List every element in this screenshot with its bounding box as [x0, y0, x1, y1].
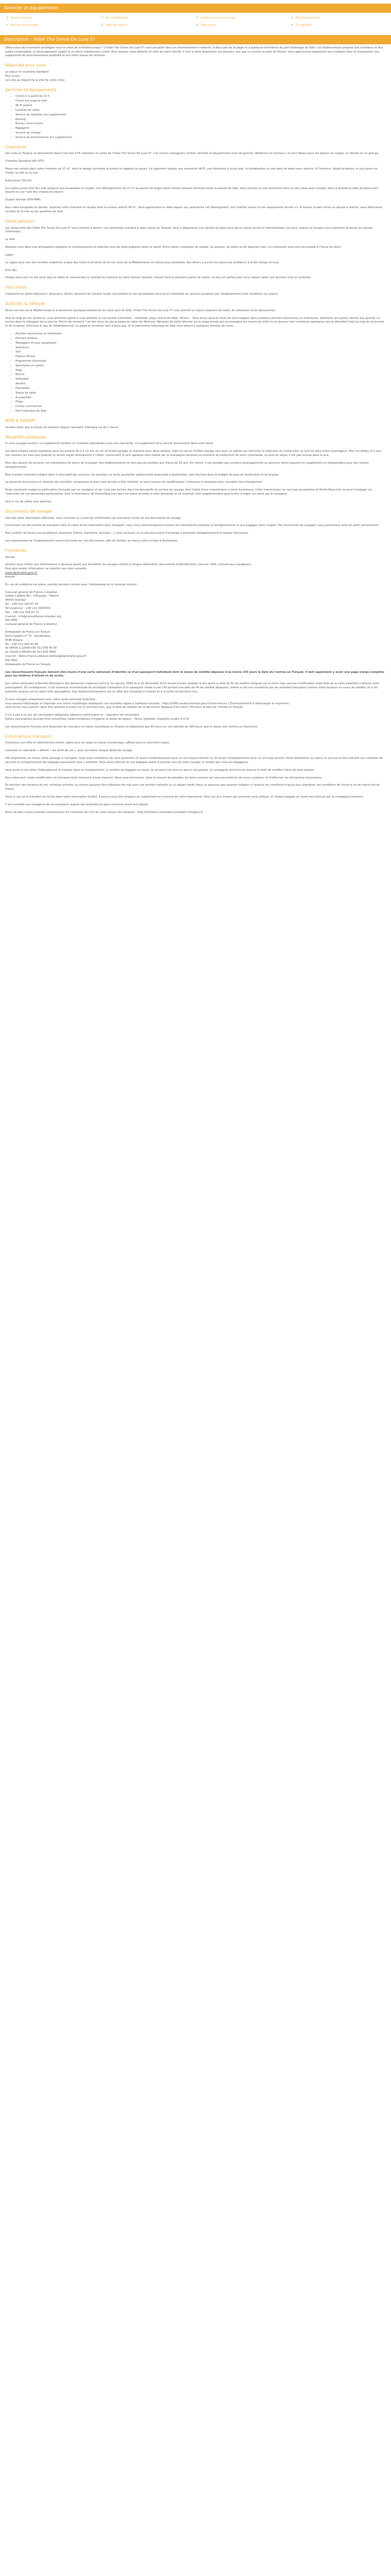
- transport-paragraph: Afin d'optimiser au mieux votre passage à l'aéroport, nous vous conseillons de vous présenter 2h avant l'embarquement pour un vol moyen-courrier ou 3h avant l'embarquement pour un vol long-courrier. Votre destination sur place ne sera qu'à titre indicatif. Les contrôles de sécurité et enregistrement des bagages pourraient vous y attendre. Vous serez informé de vos bagages avant le premier jour de votre voyage, et autant que vous les dégagerez.: [5, 757, 383, 764]
- transport-paragraph: Consulter le calendrier « affiché » les tarifs de vol », pour connaître chaque détail du voyage.: [5, 749, 133, 753]
- services-header: Services et équipements: [0, 4, 391, 13]
- section-title-services: Services et équipements: [5, 87, 57, 92]
- room-text: Posez vos valises dans votre chambre de 27 m², dont le design contraste la pureté et rappelle la nature. Ce logement intègre une connexion Wi-Fi, une télévision à écran plat, la climatisation et une salle de bains avec douche. À l'intérieur, dépôt-la-balcon, le vue porte sur l'hôtel, la ville ou la mer.: [5, 167, 378, 175]
- amenity-item: ✔ Piscine découverte: [6, 23, 38, 27]
- formalites-paragraph: Il n'y a pas à ce jour de vaccination obligatoire (absence préliminaire n) - copulaire est nécessaire. Autres vaccinations pouvant être conseillées (selon conditions d'hygiène et durée du séjour) : fièvre typhoïde, hépatites virales A et B.: [5, 714, 190, 721]
- list-item: • Volleyball: [15, 378, 386, 382]
- list-item: • Aérobic: [15, 382, 386, 386]
- list-item: • Spectacles en soirée: [15, 364, 386, 368]
- transport-paragraph: Vous aurez à vos côtés l'hébergement et l'équipe dans un emplacement, le nombre de bagages en soute, le vol précis ne sera en aucun cas garanti, la compagnie aérienne se réserve le droit de modifier votre vol sans préavis.: [5, 768, 315, 772]
- formalites-paragraph: Les ressortissants français sont dispensés de visa pour un séjour touristique en Turquie ne dépassant pas 90 jours sur une période de 180 jours, que le séjour soit continu ou fractionné.: [5, 725, 258, 728]
- modalites-paragraph: Seul 1 sac de valise sera autorisé.: [5, 500, 52, 503]
- check-icon: ✔: [291, 16, 294, 20]
- section-title-chambres: Chambres: [5, 144, 26, 149]
- list-item: • Solariums: [15, 346, 386, 350]
- transport-paragraph: Choisissez une offre et sélectionnez entrée, optez pour un siège en classe économique, affiliez-vous en première classe.: [5, 741, 170, 745]
- formalites-country: Arrivée: [5, 555, 15, 559]
- negocies-block: Le séjour en Chambre Standard Tout inclus Les vols au départ de la ville de votre choix: [5, 71, 65, 82]
- section-title-activites: Activités & lifestyle: [5, 301, 45, 306]
- intro-text: Offrez-vous des moments privilégiés sous le soleil de la Riviera turque ! L'hôtel The Sense De Luxe 5* vous accueille dans un environnement moderne, à deux pas de la plage et à quelques kilomètres du port historique de Side. Cet établissement propose des chambres et des suites confortables, à l'aménagement soigné et au décor subtilement coloré. Pour assurer votre détente et celle de votre famille, il met à votre disposition ses piscines, son spa ou encore sa salle de fitness. Vous apprécierez également ses multiples bars et restaurants, son programme de divertissements qualitatif et son hôtel réseau de services.: [5, 46, 383, 58]
- page: [0, 0, 391, 829]
- consulate-contact: Consulat général de France à Istanbul Istiklal Caddesi No : 4 Beyoglu / Taksim 34435 Istanbul Tel : +90 212 334 87 30 Tel (urgence) : +90 212 3933050 Fax : +90 212 334 87 31 Courriel : info@consulfrance-istanbul.org Site Web : Consulat général de France à Istanbul: [5, 590, 61, 626]
- transport-paragraph: Merci de bien vouloir prendre connaissance de l'émission de CO2 de votre moyen de transport : http://XXXXeco-calculateur.ecolabel.ch/logout.fr: [5, 810, 203, 814]
- section-title-formalites: Formalités: [5, 548, 27, 553]
- amenity-item: ✔ Accès internet: [6, 16, 32, 20]
- check-icon: ✔: [101, 16, 104, 20]
- documents-paragraph: Les coordonnées de l'établissement seront précisées sur vos documents, afin de faciliter au mieux votre arrivée à destination.: [5, 539, 178, 543]
- room-name: Chambre Standard (RO-STT): [5, 160, 44, 163]
- diplomatie-link[interactable]: www.diplomatie.gouv.fr: [5, 571, 38, 575]
- list-item: • Piscines extérieures et intérieures: [15, 332, 386, 336]
- venue-name: Prim Bar: [5, 268, 17, 272]
- description-header: Description - Hôtel The Sense De Luxe 5*: [0, 35, 391, 44]
- section-title-bon-a-savoir: BON A SAVOIR: [5, 418, 36, 423]
- room-text: Pour votre escapade en famille, réservez cette chambre en duplex dont la surface atteint 45 m². Vous apprécierez le volet espace qui caractérise cet hébergement, son mobilier actuel et son équipement dernier cri. À travers la baie vitrée ou depuis le balcon, vous détecterez les flots de la mer ou les quartiers de Side.: [5, 206, 382, 213]
- section-title-inclus: Tout inclus: [5, 285, 27, 290]
- formalites-paragraph: Veuillez vous référer aux informations ci-dessous quant aux formalités de voyages relatifs à chaque destination (documents d'identification, vaccins, VISA, conseils aux voyageurs). Pour plus ample information, se reporter aux sites suivants : www.diplomatie.gouv.fr Arrivée: [5, 563, 252, 579]
- transport-paragraph: Il est conseillé aux voyageurs de se renseigner auprès des autorités du pays concerné avant leur départ.: [5, 803, 149, 806]
- amenity-item: ✔ Salle de sports: [101, 23, 127, 27]
- check-icon: ✔: [6, 16, 9, 20]
- chambres-intro: Vos nuits en Turquie se dérouleront dans l'une des 374 chambres et suites de l'hôtel The Sense De Luxe 5*. Ces cocons conjuguent confort, sérénité et équipements haut de gamme. Modernes et lumineux, ils sont idéaux pour les séjours en couple, en famille ou en groupe.: [5, 152, 379, 156]
- transport-paragraph: Pour votre part, toute modification du transport peut intervenir à tout moment. Nous vous donnerons, dans la mesure du possible, les bons conseils qui vous permettront de vous y préparer et d'effectuer les démarches nécessaires.: [5, 776, 322, 779]
- section-title-modalites: Modalités pratiques: [5, 434, 46, 439]
- modalites-paragraph: Tout membre contraire indiqué dans le descriptif des services, les activités, et toute prestation additionnelle disponible à destination, sont fournies dans le budget du pays de destination et en anglais.: [5, 473, 280, 477]
- list-item: • Location de vélos: [15, 109, 386, 113]
- list-item: • À proximité :: [15, 396, 386, 400]
- documents-paragraph: Concernant les documents de transport dans le cadre d'une réservation avec transport, nous vous communiquerons toutes les informations relatives à l'enregistrement et aux bagages dans l'onglet "Vos documents de voyages" vous permettant ainsi de partir sereinement.: [5, 524, 380, 528]
- venue-name: Lagos: [5, 253, 13, 257]
- activites-list: [5, 332, 386, 414]
- list-item: • Toboggans et jeux aquatiques: [15, 342, 386, 346]
- list-item: • Check-in à partir de 14 h: [15, 95, 386, 99]
- room-name: Suite Junior (SU-JU): [5, 179, 32, 182]
- transport-paragraph: En fonction des horaires de vol, certaines arrivées ou retours peuvent être effectués de nuit avec une arrivée matinale ou un départ tardif. Nous ne pouvons pas toujours indiquer à l'avance les conditions d'accès aux chambres, les conditions de check-in ou de check-out de l'hôtel.: [5, 784, 380, 791]
- modalites-paragraph: La présente d'ouverture et horaires des activités, restaurants et bars sont donnés à titre indicatif, et sous réserve de modifications. Contactez la réception pour connaître tout changement.: [5, 481, 264, 484]
- check-icon: ✔: [101, 23, 104, 27]
- description-content: [0, 44, 391, 815]
- list-item: • Tennis de table: [15, 392, 386, 396]
- room-text: Les suites junior sont des nids propices aux escapades en couple. Ces hébergements de 37 m² se parent de larges baies vitrées laissant entrevoir toute la beauté de Side. Vous animez un vrai sentiment dans le coin salon avec canapé, dans la grande la salle de bains avec douche ou sur l'une des chaises du balcon.: [5, 187, 379, 194]
- list-item: • Service de blanchisserie (en supplément): [15, 136, 386, 140]
- formalites-paragraph: Les cartes nationales d'identité délivrées à des personnes majeures entre le 1er janvier 2004 et le 31 décembre 2013 seront encore valables 5 ans après la date de fin de validité indiquée sur le recto mais aucune modification matérielle de la carte plastifiée n'atteste cette prolongation. En conséquence, il est vivement recommandé de privilégier l'utilisation d'un passeport valide à une CNI portant une date de fin de validité dépassée, même si elle est considérée par les autorités françaises comme étant toujours en cours de validité, et si les autorités turques ont accepté cette prorogation. Des dysfonctionnements ont en effet été constatés à l'entrée et à la sortie du territoire turc.: [5, 682, 379, 693]
- modalites-paragraph: Les bons enfants seront appliqués pour les enfants de 2 à 12 ans ou car ils feront partage la chambre avec deux adultes. Dans le cas où l'enfant voyage seul avec un adulte son tarif pour la réduction de moitié pour un tarif ou sera moins avantageux. Pour les bébés (0-2 ans non révolus) les frais sont gratuits et seront réglés directement à l'hôtel. Concernant le tarif appliqué sera réalisé par la compagnie aérienne au moment du traitement de votre commande. La taxe de séjour n'est pas incluse dans le prix.: [5, 450, 381, 457]
- venue-text: Dirigez-vous vers ce bar situé dans le lobby et commandez le cocktail du moment ou votre boisson favorite. Ouvert dans la première partie de soirée, ce lieu est parfait pour vous relaxer après une journée riche en activités.: [5, 276, 312, 280]
- check-icon: ✔: [291, 23, 294, 27]
- documents-paragraph: Une fois votre réservation effectuée, vous recevrez un e-mail de confirmation qui précisera l'envoi de vos documents de voyage.: [5, 516, 182, 520]
- section-title-restaurant: Votre pension: [5, 218, 34, 224]
- list-item: • Parking: [15, 118, 386, 122]
- amenity-item: ✔ Air conditionné: [101, 16, 128, 20]
- list-item: • Fléchettes: [15, 387, 386, 391]
- room-name: Duplex familial (DPX-FAM): [5, 198, 41, 202]
- check-icon: ✔: [196, 16, 199, 20]
- check-icon: ✔: [6, 23, 9, 27]
- section-title-transport: Informations transport: [5, 734, 52, 739]
- list-item: • Bureau d'excursions: [15, 122, 386, 126]
- modalites-paragraph: Si vous voyagez seul(e), un supplément tarifaire en chambre individuelle vous sera demandé, ce supplément sera calculé directement dans votre devis.: [5, 442, 215, 446]
- list-item: • Centre commercial: [15, 405, 386, 409]
- section-title-documents: Documents de voyage: [5, 509, 52, 514]
- list-item: • Espace fitness: [15, 355, 386, 359]
- amenity-item: ✔ Tv satellite: [291, 23, 312, 27]
- amenity-item: ✔ Tout inclus: [196, 23, 216, 27]
- activites-text: Tout au long de vos vacances, vous prendrez plaisir à vous adonner à une variété d'activités : volleyball, yoga, tennis de table, fitness… Vous aurez aussi le choix de vous baigner dans plusieurs piscines extérieures ou intérieures, destinées aux petits comme aux grands, ou encore dans le toboggan de la piscine. Enrich de ressentir l'un des soins du spa proposé au salon de Wellness. Revenez de cette détente sur la plage privée qui accompagne les rayons du soleil ou la douceur des nombreux spectacles qui se déroulent tout au long de la journée et de la soirée. Direction le spa de l'établissement. La plage et la nature sont à deux pas, et le patrimoine historique de Side vous attend à quelques minutes de route.: [5, 316, 384, 328]
- list-item: • Spa: [15, 350, 386, 354]
- list-item: • Check-out jusqu'à midi: [15, 99, 386, 104]
- list-item: • Boccia: [15, 373, 386, 377]
- section-title-negocies: Négociés pour vous: [5, 63, 46, 68]
- inclus-text: Comprend les petits-déjeuners, déjeuners, dîners, boissons de marque locale (alcoolisées et non alcoolisées) ainsi qu'un ensemble de services proposés par l'établissement (voir conditions sur place).: [5, 293, 279, 296]
- list-item: • Piscines enfants: [15, 337, 386, 341]
- list-item: • Plage: [15, 400, 386, 404]
- list-item: • Port historique de Side: [15, 410, 386, 414]
- documents-paragraph: Pour profiter de toutes vos prestations réservées (hôtels, transferts, activités...), nous recevrez un ou plusieurs bons d'échange à présenter obligatoirement à chaque fournisseur.: [5, 532, 249, 535]
- amenity-item: ✔ Piscine couverte: [291, 16, 319, 20]
- list-item: • Service de navettes (en supplément): [15, 113, 386, 117]
- list-item: • Yoga: [15, 369, 386, 373]
- services-list: [5, 95, 386, 140]
- formalites-paragraph: Si vous voyagez uniquement avec votre carte nationale d'identité : vous pouvez télécharger et imprimer une notice multilingue expliquant ces nouvelles règles à l'adresse suivante : http://i2009.nouba.interieur.gouv.fr/chercher.tcl ( Éventuellement à télécharger et imprimer) ; vous devez vous assurer, pour être autorisé à entrer sur le territoire turc, que la date de validité de ce document dépasse d'au moins 150 jours la date de l'entrée en Turquie.: [5, 698, 291, 709]
- transport-paragraph: Dans le cas où le transfert est inclus dans votre réservation d'hôtel, il pourra vous être proposé en supplément au moment de votre réservation. Seul son prix moyen par personne sera indiqué, et chaque bagage en soute sera facturé par la compagnie aérienne.: [5, 795, 364, 799]
- embassy-contact: Ambassade de France en Turquie Paris Caddesi nº 70 - Kavaklıdere 6540 Ankara Tél : +90 312 455 45 45 de 08h00 à 22h00+90 312 455 45 00 de 22h00 à 08h00+90 312 455 4500 Courriel : Admin-france.plaisure-ambas@diplomatie.gouv.fr Site Web : Ambassade de France en Turquie: [5, 631, 87, 666]
- passport-requirement: Les ressortissants français doivent être munis d'une carte nationale d'identité ou d'un passeport individuel dont la durée de validité dépasse d'au moins 150 jours la date de l'entrée en Turquie. Il doit également y avoir une page vierge complète pour les timbres d'entrée et de sortie.: [5, 670, 385, 678]
- venue-text: Le Lagos vous sert des recettes élaborées à base des fruits et produits de la mer issus de la Méditerranée ou élevas plus lointaines. Ses dîners y auront lieu dans une ambiance à la fois design et cosy.: [5, 261, 280, 264]
- amenities-grid: [0, 13, 391, 29]
- activites-intro: Niché non loin de la Méditerranée et à seulement quelques kilomètres du vieux port de Side, l'hôtel The Sense De Luxe 5* vous promet un séjour empreint de soleil, de relaxation et de découvertes.: [5, 309, 276, 312]
- amenity-item: ✔ Centre remise en forme: [196, 16, 235, 20]
- list-item: • Bagagerie: [15, 127, 386, 131]
- modalites-paragraph: Pour des raisons de sécurité, les installations de loisirs de la plupart des établissements ne sont pas accessibles aux moins de 16 ans. De même, il est possible que certains aménagements ou services soient payants en supplément ou indisponibles pour des raisons exceptionnelles.: [5, 461, 369, 469]
- modalites-paragraph: Toute éventuelle exigence particulière formulée par un voyageur et qui n'est pas incluse dans les descriptifs du service de voyage, fera l'objet d'une transmission à notre fournisseur. Cette transmission ne vaut pas acceptation et PerfectStay.com ne peut s'engager sur l'exécution de ces demandes particulières. Seul le fournisseur de PerfectStay.com peut sur place accéder à cette demande et en éventuel coût supplémentaire pourra être à régler sur place par le voyageur.: [5, 488, 372, 496]
- formalites-paragraph: En cas de problème sur place, veuillez prendre contact avec l'ambassade ou le consulat suivant :: [5, 583, 139, 586]
- restaurant-intro: Les restaurants de l'hôtel The Sense De Luxe 5* vous invitent à donner une dimension culinaire à votre séjour en Turquie. Vous y dégusterez une variété de plats issus de la cuisine locale et internationale. Les bars, snacks et lounges vous réservent le temps de pauses informelles.: [5, 226, 373, 234]
- check-icon: ✔: [196, 23, 199, 27]
- bon-a-savoir-text: Veuillez noter que le temps de transfert depuis l'aéroport d'Antalya est de 1 heure.: [5, 426, 119, 429]
- list-item: • Service de change: [15, 131, 386, 135]
- list-item: • Programme d'activités: [15, 360, 386, 364]
- list-item: • Wi-Fi gratuit: [15, 104, 386, 108]
- venue-name: Le Villa: [5, 238, 15, 242]
- venue-text: Attablez-vous dans une atmosphère élégante et contemporaine et délectez-vous de plats préparés selon le savoir. Entre italien composés de viande, de poisson, de pâtes ou de légumes frais. Ce restaurant vous sera accessible à l'heure du dîner.: [5, 246, 341, 249]
